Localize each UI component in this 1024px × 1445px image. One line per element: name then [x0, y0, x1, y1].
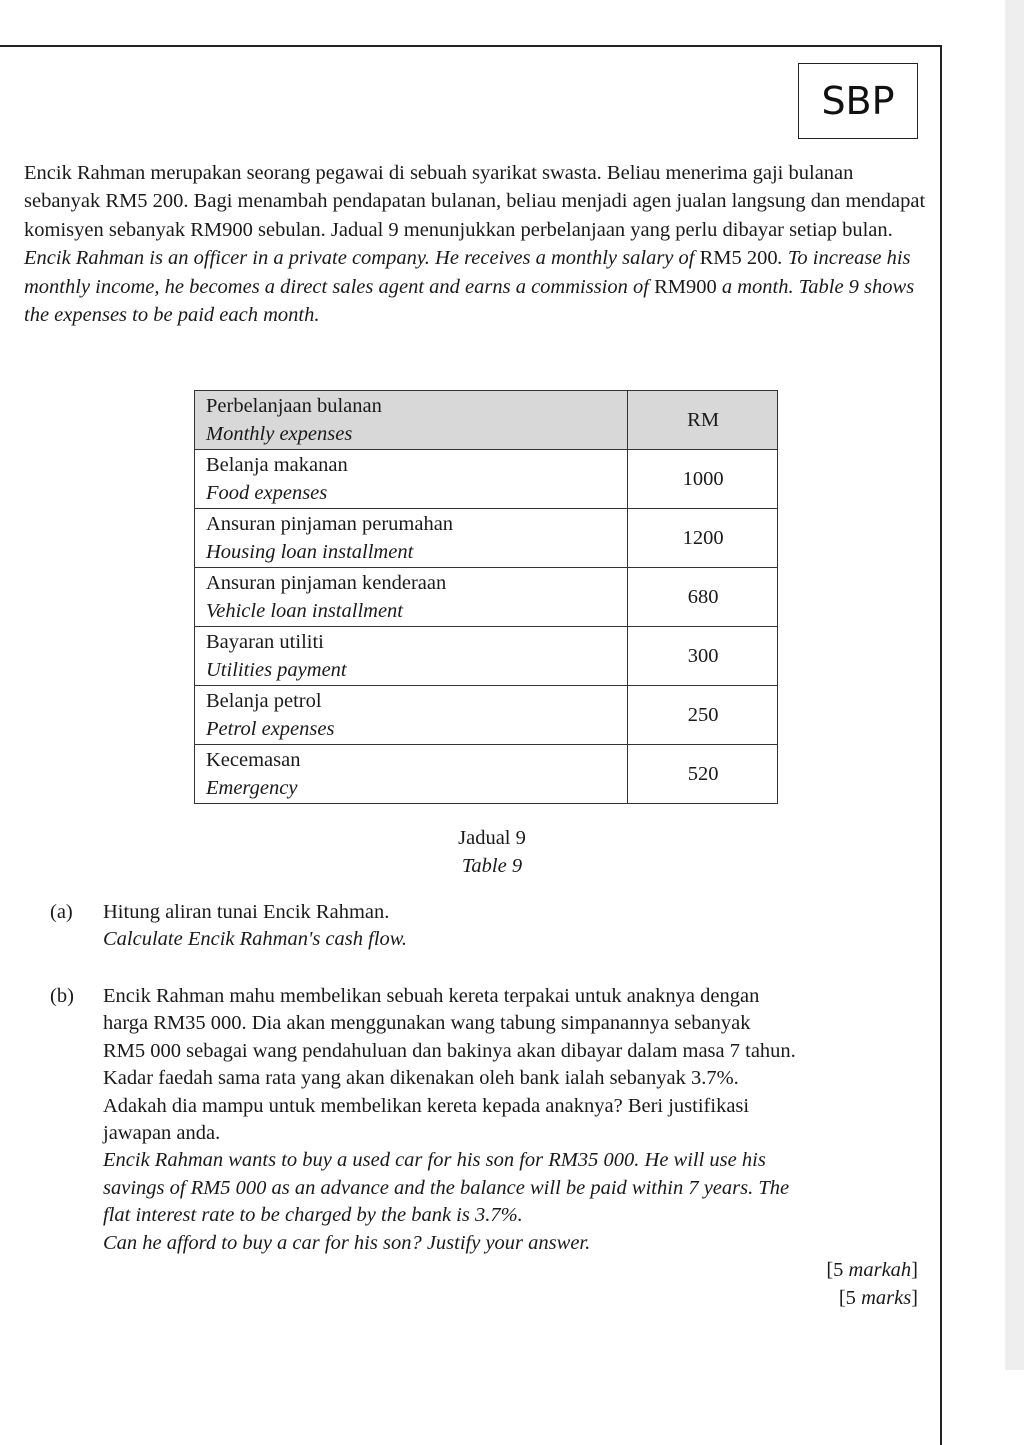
marks-ms-word: markah: [848, 1259, 912, 1281]
expense-en: Petrol expenses: [206, 718, 335, 740]
question-a-en: Calculate Encik Rahman's cash flow.: [103, 928, 408, 951]
table-row: [195, 627, 778, 686]
expense-cell: [195, 745, 628, 804]
question-b-body: [103, 983, 930, 1257]
expense-ms: Ansuran pinjaman perumahan: [206, 513, 454, 535]
sbp-badge: SBP: [798, 63, 918, 139]
marks-ms-close: ]: [911, 1259, 918, 1281]
question-b-ms-line: Kadar faedah sama rata yang akan dikenakan oleh bank ialah sebanyak 3.7%.: [103, 1067, 739, 1090]
table-row: [195, 450, 778, 509]
expense-en: Housing loan installment: [206, 541, 414, 563]
expense-cell: [195, 686, 628, 745]
expense-value: 1000: [628, 450, 778, 509]
expense-ms: Belanja petrol: [206, 690, 322, 712]
expenses-table: [194, 390, 778, 804]
expense-value: 300: [628, 627, 778, 686]
marks-en-word: marks: [861, 1287, 912, 1309]
intro-english: [24, 244, 934, 329]
expense-ms: Bayaran utiliti: [206, 631, 324, 653]
question-a: [50, 899, 930, 954]
table-row: [195, 509, 778, 568]
intro-en-amount1: RM5 200: [699, 247, 778, 270]
question-b-label: (b): [50, 985, 74, 1007]
expense-cell: [195, 509, 628, 568]
expense-ms: Kecemasan: [206, 749, 301, 771]
page-edge-strip: [1005, 0, 1024, 1370]
expense-ms: Belanja makanan: [206, 454, 348, 476]
table-caption-ms: Jadual 9: [458, 827, 526, 849]
expense-value: 520: [628, 745, 778, 804]
question-b-ms-line: Adakah dia mampu untuk membelikan kereta kepada anaknya? Beri justifikasi: [103, 1094, 750, 1117]
intro-en-part3: a month. Table 9 shows the expenses to be paid each month.: [24, 275, 915, 327]
question-b-ms-line: harga RM35 000. Dia akan menggunakan wang tabung simpanannya sebanyak: [103, 1012, 751, 1035]
expense-cell: [195, 568, 628, 627]
question-b-ms-line: Encik Rahman mahu membelikan sebuah kereta terpakai untuk anaknya dengan: [103, 985, 760, 1007]
question-b-en-line: Can he afford to buy a car for his son? Justify your answer.: [103, 1231, 591, 1254]
intro-malay: Encik Rahman merupakan seorang pegawai di sebuah syarikat swasta. Beliau menerima gaji bulanan sebanyak RM5 200. Bagi menambah pendapatan bulanan, beliau menjadi agen jualan langsung dan mendapat komisyen sebanyak RM900 sebulan. Jadual 9 menunjukkan perbelanjaan yang perlu dibayar setiap bulan.: [24, 162, 926, 241]
question-b-en-line: savings of RM5 000 as an advance and the balance will be paid within 7 years. The: [103, 1176, 790, 1199]
table-header-row: [195, 391, 778, 450]
marks-en-close: ]: [911, 1287, 918, 1309]
intro-en-part1: Encik Rahman is an officer in a private company. He receives a monthly salary of: [24, 247, 700, 270]
expense-value: 1200: [628, 509, 778, 568]
expense-en: Emergency: [206, 777, 298, 799]
table-row: [195, 745, 778, 804]
expense-en: Food expenses: [206, 482, 328, 504]
expense-en: Vehicle loan installment: [206, 600, 403, 622]
table-row: [195, 568, 778, 627]
intro-en-part2: . To increase his monthly income, he becomes a direct sales agent and earns a commission of: [24, 247, 911, 298]
marks-en: [839, 1287, 918, 1310]
expense-ms: Ansuran pinjaman kenderaan: [206, 572, 447, 594]
expense-cell: [195, 450, 628, 509]
expense-en: Utilities payment: [206, 659, 347, 681]
expense-value: 680: [628, 568, 778, 627]
marks-ms: [826, 1259, 918, 1282]
question-a-label: (a): [50, 901, 73, 923]
marks-en-open: [5: [838, 1287, 862, 1309]
header-expense: [195, 391, 628, 450]
marks-ms-open: [5: [826, 1259, 849, 1281]
question-b-ms-line: jawapan anda.: [103, 1122, 221, 1145]
header-expense-en: Monthly expenses: [206, 423, 353, 445]
intro-text: [24, 159, 934, 329]
question-b-en-line: Encik Rahman wants to buy a used car for his son for RM35 000. He will use his: [103, 1149, 766, 1172]
question-b-ms-line: RM5 000 sebagai wang pendahuluan dan bakinya akan dibayar dalam masa 7 tahun.: [103, 1039, 796, 1062]
intro-en-amount2: RM900: [654, 275, 717, 298]
header-expense-ms: Perbelanjaan bulanan: [206, 395, 382, 417]
question-b: [50, 983, 930, 1257]
question-a-body: [103, 899, 930, 954]
header-rm: RM: [628, 391, 778, 450]
expense-value: 250: [628, 686, 778, 745]
question-b-en-line: flat interest rate to be charged by the bank is 3.7%.: [103, 1204, 523, 1227]
expense-cell: [195, 627, 628, 686]
question-a-ms: Hitung aliran tunai Encik Rahman.: [103, 901, 390, 923]
table-caption-en: Table 9: [461, 855, 523, 877]
table-row: [195, 686, 778, 745]
